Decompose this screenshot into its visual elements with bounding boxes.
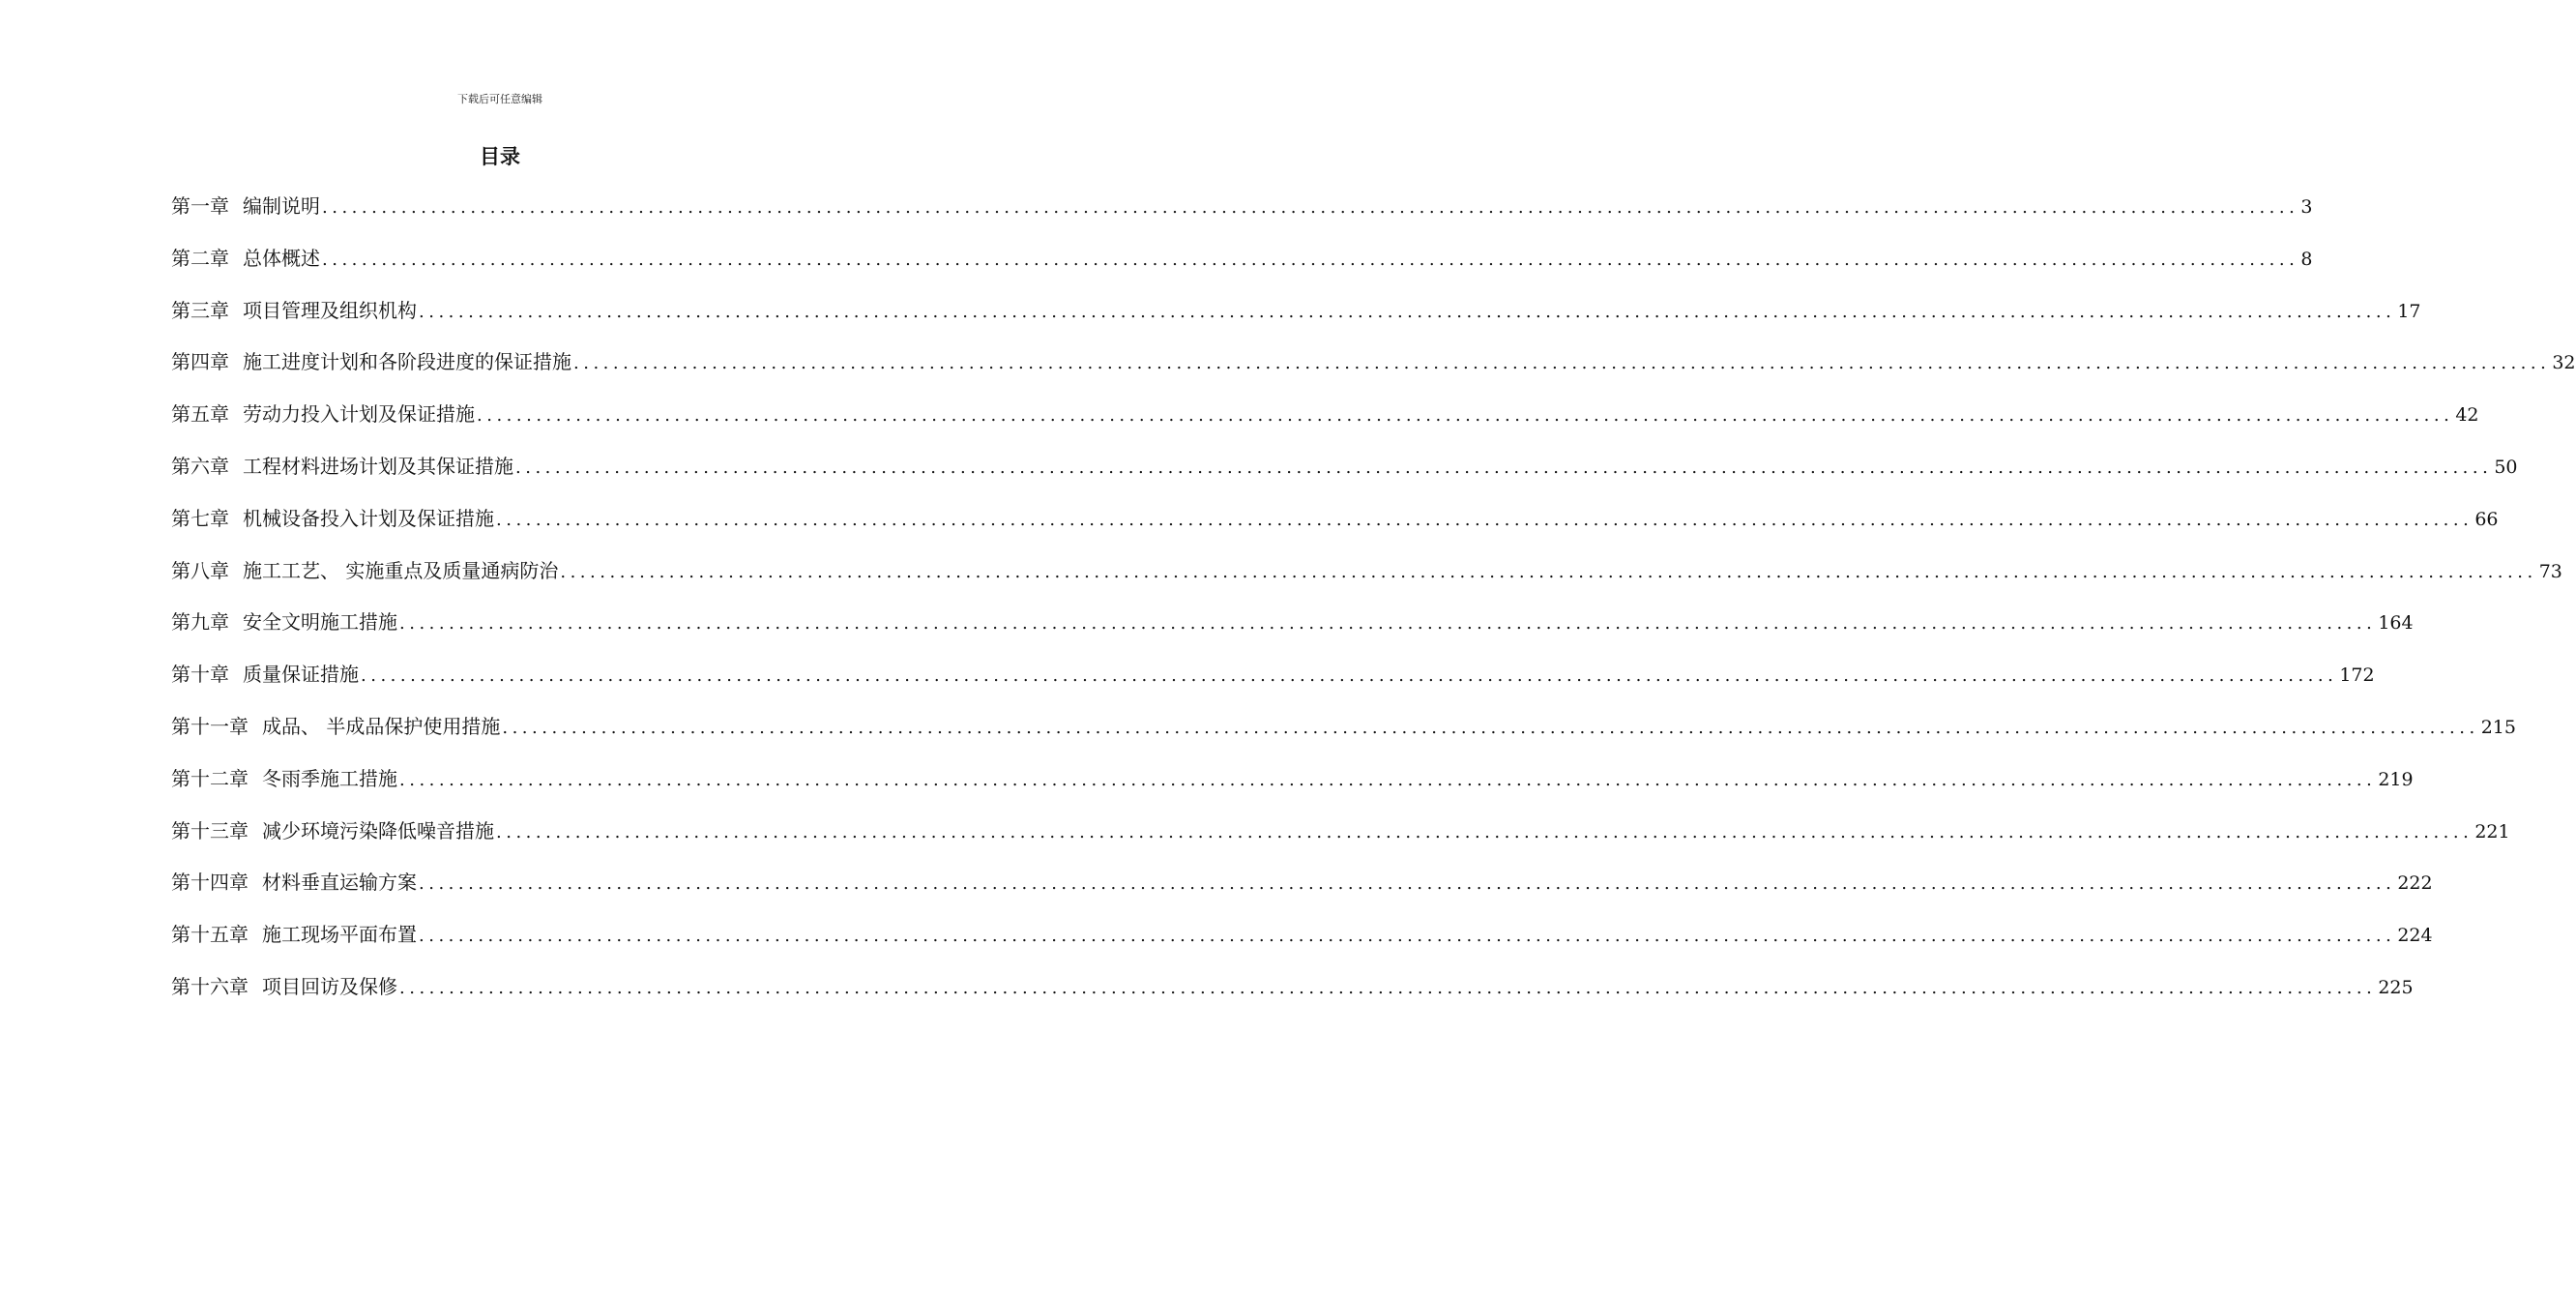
- toc-leader: ........................................................................................................................................................................................................: [322, 249, 2299, 270]
- toc-text: 冬雨季施工措施: [262, 766, 397, 790]
- toc-leader: ........................................................................................................................................................................................................: [477, 405, 2454, 427]
- toc-entry[interactable]: [171, 189, 2313, 241]
- toc-chapter: 第七章: [171, 506, 229, 530]
- toc-page-number: 219: [2378, 768, 2414, 790]
- toc-chapter: 第四章: [171, 350, 229, 374]
- toc-page-number: 17: [2397, 300, 2421, 322]
- toc-entry[interactable]: [171, 501, 2499, 553]
- toc-page-number: 32: [2552, 352, 2576, 374]
- toc-chapter: 第九章: [171, 610, 229, 635]
- toc-chapter: 第十章: [171, 663, 229, 687]
- table-of-contents: [171, 189, 2576, 1021]
- toc-leader: ........................................................................................................................................................................................................: [502, 717, 2479, 738]
- toc-leader: ........................................................................................................................................................................................................: [515, 457, 2493, 478]
- page-title: 目录: [480, 145, 520, 168]
- toc-chapter: 第十三章: [171, 818, 249, 842]
- toc-chapter: 第八章: [171, 558, 229, 582]
- toc-text: 减少环境污染降低噪音措施: [262, 818, 494, 842]
- toc-page-number: 66: [2474, 508, 2499, 530]
- toc-page-number: 225: [2378, 976, 2414, 998]
- header-note: 下载后可任意编辑: [457, 93, 542, 105]
- toc-chapter: 第十六章: [171, 974, 249, 998]
- toc-text: 施工进度计划和各阶段进度的保证措施: [243, 350, 571, 374]
- toc-text: 劳动力投入计划及保证措施: [243, 402, 475, 427]
- toc-entry[interactable]: [171, 397, 2479, 449]
- toc-leader: ........................................................................................................................................................................................................: [399, 613, 2377, 635]
- toc-entry[interactable]: [171, 865, 2433, 917]
- toc-page-number: 164: [2378, 612, 2414, 635]
- toc-chapter: 第十二章: [171, 766, 249, 790]
- toc-text: 施工工艺、 实施重点及质量通病防治: [243, 558, 559, 582]
- toc-text: 安全文明施工措施: [243, 610, 397, 635]
- toc-entry[interactable]: [171, 709, 2516, 761]
- toc-page-number: 224: [2397, 925, 2433, 947]
- toc-page-number: 3: [2300, 196, 2313, 218]
- toc-entry[interactable]: [171, 657, 2375, 709]
- toc-leader: ........................................................................................................................................................................................................: [361, 665, 2338, 687]
- toc-entry[interactable]: [171, 293, 2421, 345]
- toc-page-number: 172: [2339, 665, 2375, 687]
- toc-chapter: 第三章: [171, 298, 229, 322]
- toc-text: 成品、 半成品保护使用措施: [262, 714, 501, 738]
- toc-leader: ........................................................................................................................................................................................................: [399, 977, 2377, 998]
- toc-page-number: 42: [2455, 404, 2479, 427]
- toc-chapter: 第十四章: [171, 871, 249, 895]
- toc-chapter: 第一章: [171, 194, 229, 218]
- toc-page-number: 73: [2538, 560, 2562, 582]
- toc-text: 质量保证措施: [243, 663, 359, 687]
- toc-leader: ........................................................................................................................................................................................................: [419, 926, 2396, 947]
- toc-text: 项目管理及组织机构: [243, 298, 417, 322]
- toc-leader: ........................................................................................................................................................................................................: [496, 509, 2474, 530]
- toc-entry[interactable]: [171, 605, 2414, 657]
- toc-entry[interactable]: [171, 449, 2518, 501]
- toc-text: 材料垂直运输方案: [262, 871, 417, 895]
- toc-text: 机械设备投入计划及保证措施: [243, 506, 494, 530]
- toc-leader: ........................................................................................................................................................................................................: [399, 769, 2377, 790]
- toc-leader: ........................................................................................................................................................................................................: [496, 821, 2474, 842]
- toc-chapter: 第五章: [171, 402, 229, 427]
- toc-text: 施工现场平面布置: [262, 923, 417, 947]
- toc-entry[interactable]: [171, 241, 2313, 293]
- toc-text: 工程材料进场计划及其保证措施: [243, 454, 513, 478]
- toc-entry[interactable]: [171, 969, 2414, 1021]
- toc-chapter: 第十五章: [171, 923, 249, 947]
- toc-page-number: 221: [2474, 820, 2510, 842]
- toc-text: 项目回访及保修: [262, 974, 397, 998]
- toc-page-number: 215: [2480, 716, 2516, 738]
- toc-entry[interactable]: [171, 917, 2433, 969]
- toc-page-number: 222: [2397, 872, 2433, 895]
- toc-entry[interactable]: [171, 813, 2510, 866]
- toc-chapter: 第十一章: [171, 714, 249, 738]
- toc-leader: ........................................................................................................................................................................................................: [322, 197, 2299, 218]
- toc-chapter: 第二章: [171, 246, 229, 270]
- toc-entry[interactable]: [171, 553, 2562, 606]
- toc-leader: ........................................................................................................................................................................................................: [419, 873, 2396, 895]
- toc-leader: ........................................................................................................................................................................................................: [419, 301, 2396, 322]
- toc-entry[interactable]: [171, 344, 2576, 397]
- toc-page-number: 8: [2300, 248, 2313, 270]
- toc-text: 总体概述: [243, 246, 320, 270]
- toc-chapter: 第六章: [171, 454, 229, 478]
- toc-text: 编制说明: [243, 194, 320, 218]
- toc-entry[interactable]: [171, 761, 2414, 813]
- toc-leader: ........................................................................................................................................................................................................: [560, 561, 2537, 582]
- toc-leader: ........................................................................................................................................................................................................: [573, 353, 2551, 374]
- toc-page-number: 50: [2494, 456, 2518, 478]
